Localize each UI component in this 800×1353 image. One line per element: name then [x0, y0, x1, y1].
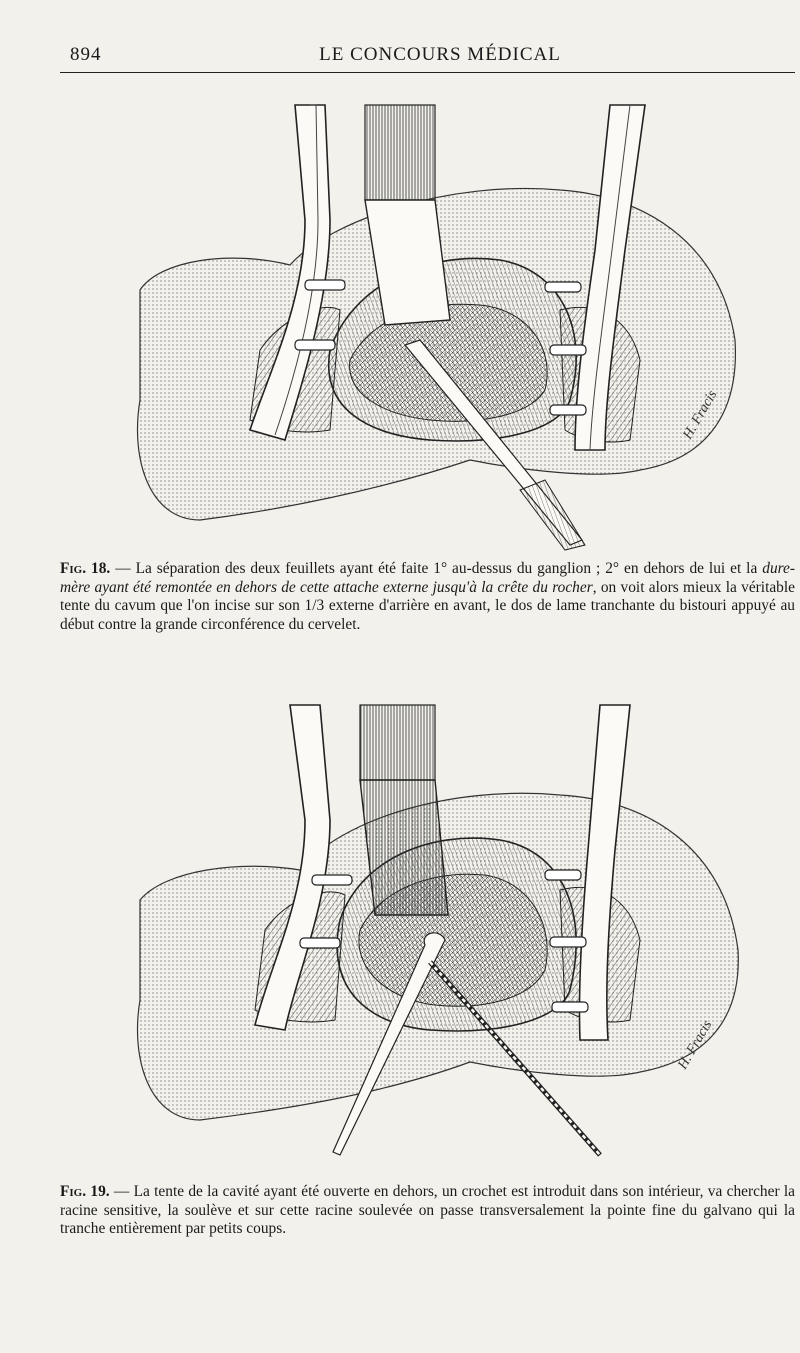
- figure-18-caption-part2: , on voit alors mieux la véritable tente du cavum que l'on incise sur son 1/3 externe d'arrière en avant, le dos de lame tranchante du bistouri appuyé au début contre la grande circonférence du cervelet.: [60, 578, 795, 633]
- figure-19-caption-text: — La tente de la cavité ayant été ouverte en dehors, un crochet est introduit dans son intérieur, va chercher la racine sensitive, la soulève et sur cette racine soulevée on passe transversalement la pointe fine du galvano qui la tranche entièrement par petits coups.: [60, 1183, 795, 1238]
- figure-18: [0, 100, 800, 560]
- page-number: 894: [70, 44, 102, 65]
- running-header: [0, 40, 800, 74]
- figure-18-illustration: [0, 100, 800, 560]
- running-title: LE CONCOURS MÉDICAL: [319, 44, 561, 65]
- figure-19: [0, 700, 800, 1170]
- figure-18-caption: [60, 560, 795, 634]
- figure-19-illustration: [0, 700, 800, 1170]
- header-rule: [60, 72, 795, 73]
- figure-19-signature: H. Fracis: [675, 1018, 716, 1072]
- figure-18-caption-italic: dure-mère ayant été remontée en dehors de cette attache externe jusqu'à la crête du rocher: [60, 560, 796, 596]
- figure-18-caption-part1: — La séparation des deux feuillets ayant été faite 1° au-dessus du ganglion ; 2° en dehors de lui et la: [110, 560, 763, 577]
- figure-19-caption: [60, 1183, 795, 1239]
- figure-18-label: Fig. 18.: [60, 560, 111, 577]
- figure-18-signature: H. Fracis: [680, 388, 721, 442]
- figure-19-label: Fig. 19.: [60, 1183, 110, 1200]
